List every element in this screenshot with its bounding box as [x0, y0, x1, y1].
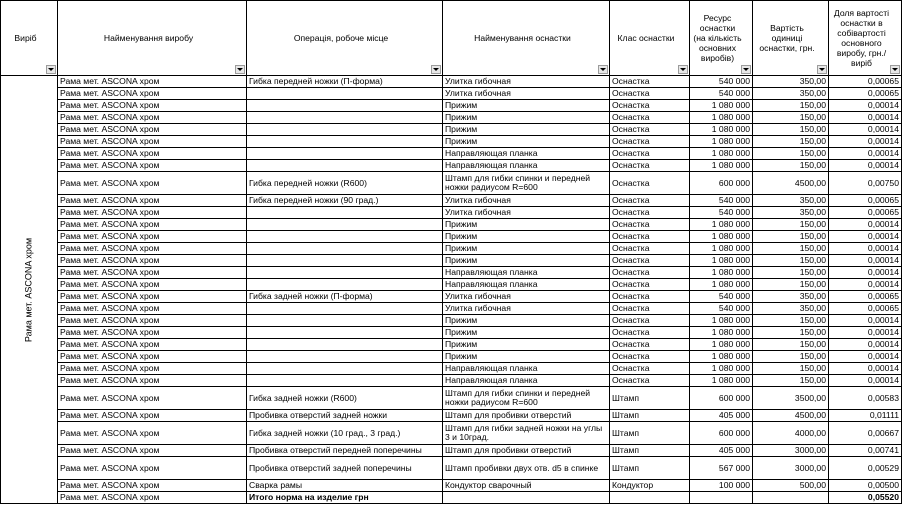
tool-class-cell[interactable]: Оснастка: [610, 100, 690, 112]
product-name-cell[interactable]: Рама мет. ASCONA хром: [58, 422, 247, 445]
resource-cell[interactable]: 405 000: [690, 445, 753, 457]
share-cell[interactable]: 0,00014: [829, 327, 902, 339]
unit-cost-cell[interactable]: 150,00: [753, 112, 829, 124]
table-row: [1, 207, 902, 219]
share-cell[interactable]: 0,00065: [829, 291, 902, 303]
unit-cost-cell[interactable]: 350,00: [753, 207, 829, 219]
operation-cell[interactable]: [247, 243, 443, 255]
resource-cell[interactable]: 1 080 000: [690, 243, 753, 255]
product-name-cell[interactable]: Рама мет. ASCONA хром: [58, 231, 247, 243]
share-cell[interactable]: 0,00014: [829, 219, 902, 231]
col-header-product: Виріб: [1, 1, 58, 76]
tool-name-cell[interactable]: Направляющая планка: [443, 279, 610, 291]
product-name-cell[interactable]: Рама мет. ASCONA хром: [58, 279, 247, 291]
tool-class-cell[interactable]: Оснастка: [610, 255, 690, 267]
product-name-cell[interactable]: Рама мет. ASCONA хром: [58, 480, 247, 492]
operation-cell[interactable]: [247, 363, 443, 375]
unit-cost-cell[interactable]: 150,00: [753, 279, 829, 291]
share-cell[interactable]: 0,00065: [829, 207, 902, 219]
total-share-cell[interactable]: 0,05520: [829, 492, 902, 504]
operation-cell[interactable]: [247, 255, 443, 267]
resource-cell[interactable]: 100 000: [690, 480, 753, 492]
unit-cost-cell[interactable]: 3000,00: [753, 445, 829, 457]
unit-cost-cell[interactable]: 150,00: [753, 219, 829, 231]
share-cell[interactable]: 0,00065: [829, 88, 902, 100]
product-name-cell[interactable]: Рама мет. ASCONA хром: [58, 88, 247, 100]
resource-cell[interactable]: 405 000: [690, 410, 753, 422]
share-cell[interactable]: 0,00583: [829, 387, 902, 410]
tool-class-cell[interactable]: Штамп: [610, 445, 690, 457]
resource-cell[interactable]: 600 000: [690, 172, 753, 195]
operation-cell[interactable]: [247, 100, 443, 112]
resource-cell[interactable]: 1 080 000: [690, 160, 753, 172]
tool-class-cell[interactable]: Оснастка: [610, 112, 690, 124]
tool-name-cell[interactable]: Улитка гибочная: [443, 88, 610, 100]
share-cell[interactable]: 0,00014: [829, 124, 902, 136]
operation-cell[interactable]: Гибка передней ножки (П-форма): [247, 76, 443, 88]
resource-cell[interactable]: 1 080 000: [690, 351, 753, 363]
filter-dropdown-icon[interactable]: [598, 65, 608, 74]
resource-cell[interactable]: 1 080 000: [690, 231, 753, 243]
table-row: [1, 445, 902, 457]
product-name-cell[interactable]: Рама мет. ASCONA хром: [58, 492, 247, 504]
product-name-cell[interactable]: Рама мет. ASCONA хром: [58, 351, 247, 363]
tool-name-cell[interactable]: Кондуктор сварочный: [443, 480, 610, 492]
operation-cell[interactable]: [247, 124, 443, 136]
unit-cost-cell[interactable]: 350,00: [753, 195, 829, 207]
resource-cell[interactable]: 1 080 000: [690, 327, 753, 339]
tool-name-cell[interactable]: Улитка гибочная: [443, 207, 610, 219]
product-vertical-label: Рама мет. ASCONA хром: [23, 237, 34, 342]
unit-cost-cell[interactable]: 4500,00: [753, 172, 829, 195]
operation-cell[interactable]: Гибка передней ножки (90 град.): [247, 195, 443, 207]
table-row: [1, 327, 902, 339]
tool-name-cell[interactable]: Прижим: [443, 100, 610, 112]
tool-name-cell[interactable]: Улитка гибочная: [443, 76, 610, 88]
tool-name-cell[interactable]: Прижим: [443, 339, 610, 351]
unit-cost-cell[interactable]: 150,00: [753, 255, 829, 267]
tool-name-cell[interactable]: Прижим: [443, 327, 610, 339]
share-cell[interactable]: 0,00014: [829, 243, 902, 255]
unit-cost-cell[interactable]: 150,00: [753, 315, 829, 327]
tool-class-cell[interactable]: Кондуктор: [610, 480, 690, 492]
table-row: [1, 88, 902, 100]
tool-class-cell[interactable]: Оснастка: [610, 303, 690, 315]
tool-name-cell[interactable]: Улитка гибочная: [443, 195, 610, 207]
unit-cost-cell[interactable]: 150,00: [753, 100, 829, 112]
table-row: [1, 112, 902, 124]
share-cell[interactable]: 0,00014: [829, 100, 902, 112]
product-name-cell[interactable]: Рама мет. ASCONA хром: [58, 76, 247, 88]
table-row: [1, 243, 902, 255]
tool-class-cell[interactable]: Оснастка: [610, 327, 690, 339]
tool-class-cell[interactable]: Оснастка: [610, 231, 690, 243]
tool-class-cell[interactable]: Оснастка: [610, 267, 690, 279]
unit-cost-cell[interactable]: 350,00: [753, 88, 829, 100]
table-row: [1, 231, 902, 243]
unit-cost-cell[interactable]: 4000,00: [753, 422, 829, 445]
share-cell[interactable]: 0,00014: [829, 375, 902, 387]
table-row: [1, 375, 902, 387]
operation-cell[interactable]: [247, 136, 443, 148]
table-row: [1, 363, 902, 375]
resource-cell[interactable]: 1 080 000: [690, 100, 753, 112]
tool-class-cell[interactable]: Оснастка: [610, 279, 690, 291]
resource-cell[interactable]: 1 080 000: [690, 255, 753, 267]
operation-cell[interactable]: [247, 207, 443, 219]
operation-cell[interactable]: Гибка задней ножки (П-форма): [247, 291, 443, 303]
share-cell[interactable]: 0,00014: [829, 112, 902, 124]
tool-class-cell[interactable]: Оснастка: [610, 375, 690, 387]
unit-cost-cell[interactable]: 150,00: [753, 136, 829, 148]
tool-name-cell[interactable]: Штамп для гибки спинки и передней ножки радиусом R=600: [443, 172, 610, 195]
tool-class-cell[interactable]: Штамп: [610, 410, 690, 422]
operation-cell[interactable]: Сварка рамы: [247, 480, 443, 492]
share-cell[interactable]: 0,00741: [829, 445, 902, 457]
tool-class-cell[interactable]: Оснастка: [610, 88, 690, 100]
product-name-cell[interactable]: Рама мет. ASCONA хром: [58, 136, 247, 148]
tool-name-cell[interactable]: Штамп для гибки задней ножки на углы 3 и 10град.: [443, 422, 610, 445]
resource-cell[interactable]: 540 000: [690, 88, 753, 100]
resource-cell[interactable]: 540 000: [690, 303, 753, 315]
tool-name-cell[interactable]: Штамп для гибки спинки и передней ножки радиусом R=600: [443, 387, 610, 410]
unit-cost-cell[interactable]: 4500,00: [753, 410, 829, 422]
operation-cell[interactable]: Пробивка отверстий задней ножки: [247, 410, 443, 422]
share-cell[interactable]: 0,00014: [829, 339, 902, 351]
product-name-cell[interactable]: Рама мет. ASCONA хром: [58, 291, 247, 303]
product-name-cell[interactable]: Рама мет. ASCONA хром: [58, 267, 247, 279]
resource-cell[interactable]: 1 080 000: [690, 279, 753, 291]
unit-cost-cell[interactable]: 150,00: [753, 231, 829, 243]
operation-cell[interactable]: Пробивка отверстий задней поперечины: [247, 457, 443, 480]
operation-cell[interactable]: [247, 303, 443, 315]
tool-class-cell[interactable]: Оснастка: [610, 219, 690, 231]
table-row: [1, 339, 902, 351]
table-row: [1, 303, 902, 315]
share-cell[interactable]: 0,00014: [829, 315, 902, 327]
operation-cell[interactable]: [247, 327, 443, 339]
product-name-cell[interactable]: Рама мет. ASCONA хром: [58, 219, 247, 231]
unit-cost-cell[interactable]: 350,00: [753, 76, 829, 88]
tool-name-cell[interactable]: Прижим: [443, 315, 610, 327]
tool-name-cell[interactable]: Прижим: [443, 231, 610, 243]
col-header-operation: Операція, робоче місце: [247, 1, 443, 76]
product-name-cell[interactable]: Рама мет. ASCONA хром: [58, 457, 247, 480]
product-name-cell[interactable]: Рама мет. ASCONA хром: [58, 172, 247, 195]
operation-cell[interactable]: Гибка задней ножки (R600): [247, 387, 443, 410]
tool-class-cell[interactable]: Оснастка: [610, 76, 690, 88]
tool-class-cell[interactable]: Оснастка: [610, 363, 690, 375]
tool-name-cell[interactable]: Направляющая планка: [443, 363, 610, 375]
table-row: [1, 422, 902, 445]
unit-cost-cell[interactable]: 3000,00: [753, 457, 829, 480]
unit-cost-cell[interactable]: 150,00: [753, 243, 829, 255]
tool-name-cell[interactable]: Прижим: [443, 112, 610, 124]
empty-cell[interactable]: [443, 492, 610, 504]
tool-class-cell[interactable]: Оснастка: [610, 339, 690, 351]
product-name-cell[interactable]: Рама мет. ASCONA хром: [58, 339, 247, 351]
filter-dropdown-icon[interactable]: [890, 65, 900, 74]
resource-cell[interactable]: 1 080 000: [690, 148, 753, 160]
tool-name-cell[interactable]: Прижим: [443, 219, 610, 231]
unit-cost-cell[interactable]: 150,00: [753, 339, 829, 351]
tool-name-cell[interactable]: Направляющая планка: [443, 160, 610, 172]
unit-cost-cell[interactable]: 150,00: [753, 124, 829, 136]
col-header-tool-name: Найменування оснастки: [443, 1, 610, 76]
product-name-cell[interactable]: Рама мет. ASCONA хром: [58, 315, 247, 327]
col-header-unit-cost: Вартість одиниці оснастки, грн.: [753, 1, 829, 76]
tool-name-cell[interactable]: Направляющая планка: [443, 375, 610, 387]
operation-cell[interactable]: [247, 351, 443, 363]
empty-cell[interactable]: [753, 492, 829, 504]
resource-cell[interactable]: 1 080 000: [690, 339, 753, 351]
filter-dropdown-icon[interactable]: [741, 65, 751, 74]
table-row: [1, 172, 902, 195]
share-cell[interactable]: 0,00667: [829, 422, 902, 445]
operation-cell[interactable]: Пробивка отверстий передней поперечины: [247, 445, 443, 457]
tool-class-cell[interactable]: Оснастка: [610, 136, 690, 148]
resource-cell[interactable]: 1 080 000: [690, 136, 753, 148]
empty-cell[interactable]: [610, 492, 690, 504]
tool-name-cell[interactable]: Улитка гибочная: [443, 303, 610, 315]
resource-cell[interactable]: 1 080 000: [690, 375, 753, 387]
share-cell[interactable]: 0,00014: [829, 267, 902, 279]
table-row: [1, 124, 902, 136]
resource-cell[interactable]: 1 080 000: [690, 267, 753, 279]
product-name-cell[interactable]: Рама мет. ASCONA хром: [58, 303, 247, 315]
col-header-product-name: Найменування виробу: [58, 1, 247, 76]
table-row: [1, 100, 902, 112]
tool-class-cell[interactable]: Штамп: [610, 387, 690, 410]
tool-class-cell[interactable]: Оснастка: [610, 291, 690, 303]
table-row: [1, 387, 902, 410]
table-row: [1, 410, 902, 422]
total-row: [1, 492, 902, 504]
tool-name-cell[interactable]: Прижим: [443, 136, 610, 148]
table-row: [1, 267, 902, 279]
unit-cost-cell[interactable]: 150,00: [753, 327, 829, 339]
share-cell[interactable]: 0,00529: [829, 457, 902, 480]
tool-class-cell[interactable]: Оснастка: [610, 315, 690, 327]
resource-cell[interactable]: 600 000: [690, 422, 753, 445]
product-name-cell[interactable]: Рама мет. ASCONA хром: [58, 410, 247, 422]
tool-name-cell[interactable]: Направляющая планка: [443, 148, 610, 160]
table-row: [1, 279, 902, 291]
table-row: [1, 351, 902, 363]
product-name-cell[interactable]: Рама мет. ASCONA хром: [58, 387, 247, 410]
share-cell[interactable]: 0,00014: [829, 279, 902, 291]
filter-dropdown-icon[interactable]: [235, 65, 245, 74]
product-name-cell[interactable]: Рама мет. ASCONA хром: [58, 243, 247, 255]
total-label-cell[interactable]: Итого норма на изделие грн: [247, 492, 443, 504]
filter-dropdown-icon[interactable]: [431, 65, 441, 74]
unit-cost-cell[interactable]: 150,00: [753, 160, 829, 172]
table-row: [1, 148, 902, 160]
resource-cell[interactable]: 1 080 000: [690, 112, 753, 124]
tool-class-cell[interactable]: Оснастка: [610, 195, 690, 207]
tool-name-cell[interactable]: Прижим: [443, 351, 610, 363]
product-name-cell[interactable]: Рама мет. ASCONA хром: [58, 124, 247, 136]
unit-cost-cell[interactable]: 500,00: [753, 480, 829, 492]
table-row: [1, 255, 902, 267]
tool-name-cell[interactable]: Штамп для пробивки отверстий: [443, 445, 610, 457]
share-cell[interactable]: 0,00014: [829, 363, 902, 375]
operation-cell[interactable]: [247, 339, 443, 351]
resource-cell[interactable]: 540 000: [690, 291, 753, 303]
share-cell[interactable]: 0,00014: [829, 351, 902, 363]
resource-cell[interactable]: 1 080 000: [690, 315, 753, 327]
product-name-cell[interactable]: Рама мет. ASCONA хром: [58, 445, 247, 457]
resource-cell[interactable]: 540 000: [690, 195, 753, 207]
operation-cell[interactable]: Гибка передней ножки (R600): [247, 172, 443, 195]
resource-cell[interactable]: 1 080 000: [690, 363, 753, 375]
tool-name-cell[interactable]: Направляющая планка: [443, 267, 610, 279]
resource-cell[interactable]: 1 080 000: [690, 124, 753, 136]
table-row: [1, 219, 902, 231]
filter-dropdown-icon[interactable]: [678, 65, 688, 74]
resource-cell[interactable]: 600 000: [690, 387, 753, 410]
operation-cell[interactable]: [247, 279, 443, 291]
col-header-tool-class: Клас оснастки: [610, 1, 690, 76]
unit-cost-cell[interactable]: 150,00: [753, 148, 829, 160]
product-name-cell[interactable]: Рама мет. ASCONA хром: [58, 160, 247, 172]
product-merged-cell[interactable]: [1, 76, 58, 504]
share-cell[interactable]: 0,00014: [829, 255, 902, 267]
table-row: [1, 136, 902, 148]
share-cell[interactable]: 0,00065: [829, 195, 902, 207]
header-row: [1, 1, 902, 76]
operation-cell[interactable]: [247, 148, 443, 160]
operation-cell[interactable]: [247, 375, 443, 387]
tool-name-cell[interactable]: Улитка гибочная: [443, 291, 610, 303]
product-name-cell[interactable]: Рама мет. ASCONA хром: [58, 375, 247, 387]
col-header-resource: Ресурс оснастки (на кількість основних виробів): [690, 1, 753, 76]
tool-class-cell[interactable]: Оснастка: [610, 207, 690, 219]
table-row: [1, 76, 902, 88]
resource-cell[interactable]: 540 000: [690, 76, 753, 88]
operation-cell[interactable]: [247, 267, 443, 279]
tool-class-cell[interactable]: Оснастка: [610, 148, 690, 160]
resource-cell[interactable]: 540 000: [690, 207, 753, 219]
filter-dropdown-icon[interactable]: [817, 65, 827, 74]
table-row: [1, 480, 902, 492]
product-name-cell[interactable]: Рама мет. ASCONA хром: [58, 148, 247, 160]
share-cell[interactable]: 0,01111: [829, 410, 902, 422]
tool-name-cell[interactable]: Прижим: [443, 243, 610, 255]
product-name-cell[interactable]: Рама мет. ASCONA хром: [58, 327, 247, 339]
share-cell[interactable]: 0,00065: [829, 303, 902, 315]
tool-class-cell[interactable]: Оснастка: [610, 243, 690, 255]
resource-cell[interactable]: 567 000: [690, 457, 753, 480]
product-name-cell[interactable]: Рама мет. ASCONA хром: [58, 100, 247, 112]
table-row: [1, 315, 902, 327]
product-name-cell[interactable]: Рама мет. ASCONA хром: [58, 255, 247, 267]
operation-cell[interactable]: [247, 112, 443, 124]
col-header-share: Доля вартості оснастки в собівартості основного виробу, грн./виріб: [829, 1, 902, 76]
unit-cost-cell[interactable]: 150,00: [753, 375, 829, 387]
operation-cell[interactable]: Гибка задней ножки (10 град., 3 град.): [247, 422, 443, 445]
tool-name-cell[interactable]: Штамп для пробивки отверстий: [443, 410, 610, 422]
operation-cell[interactable]: [247, 219, 443, 231]
unit-cost-cell[interactable]: 150,00: [753, 351, 829, 363]
table-row: [1, 160, 902, 172]
operation-cell[interactable]: [247, 315, 443, 327]
product-name-cell[interactable]: Рама мет. ASCONA хром: [58, 195, 247, 207]
product-name-cell[interactable]: Рама мет. ASCONA хром: [58, 363, 247, 375]
tool-class-cell[interactable]: Оснастка: [610, 160, 690, 172]
share-cell[interactable]: 0,00014: [829, 148, 902, 160]
share-cell[interactable]: 0,00014: [829, 160, 902, 172]
unit-cost-cell[interactable]: 350,00: [753, 303, 829, 315]
tool-name-cell[interactable]: Прижим: [443, 255, 610, 267]
tool-class-cell[interactable]: Штамп: [610, 457, 690, 480]
share-cell[interactable]: 0,00500: [829, 480, 902, 492]
tool-name-cell[interactable]: Прижим: [443, 124, 610, 136]
filter-dropdown-icon[interactable]: [46, 65, 56, 74]
share-cell[interactable]: 0,00014: [829, 231, 902, 243]
tool-class-cell[interactable]: Оснастка: [610, 351, 690, 363]
share-cell[interactable]: 0,00750: [829, 172, 902, 195]
operation-cell[interactable]: [247, 88, 443, 100]
share-cell[interactable]: 0,00014: [829, 136, 902, 148]
operation-cell[interactable]: [247, 160, 443, 172]
empty-cell[interactable]: [690, 492, 753, 504]
table-row: [1, 195, 902, 207]
operation-cell[interactable]: [247, 231, 443, 243]
unit-cost-cell[interactable]: 3500,00: [753, 387, 829, 410]
tool-class-cell[interactable]: Оснастка: [610, 124, 690, 136]
product-name-cell[interactable]: Рама мет. ASCONA хром: [58, 207, 247, 219]
tool-name-cell[interactable]: Штамп пробивки двух отв. d5 в спинке: [443, 457, 610, 480]
tool-class-cell[interactable]: Штамп: [610, 422, 690, 445]
tool-class-cell[interactable]: Оснастка: [610, 172, 690, 195]
table-row: [1, 291, 902, 303]
product-name-cell[interactable]: Рама мет. ASCONA хром: [58, 112, 247, 124]
share-cell[interactable]: 0,00065: [829, 76, 902, 88]
unit-cost-cell[interactable]: 150,00: [753, 363, 829, 375]
table-row: [1, 457, 902, 480]
unit-cost-cell[interactable]: 350,00: [753, 291, 829, 303]
unit-cost-cell[interactable]: 150,00: [753, 267, 829, 279]
resource-cell[interactable]: 1 080 000: [690, 219, 753, 231]
